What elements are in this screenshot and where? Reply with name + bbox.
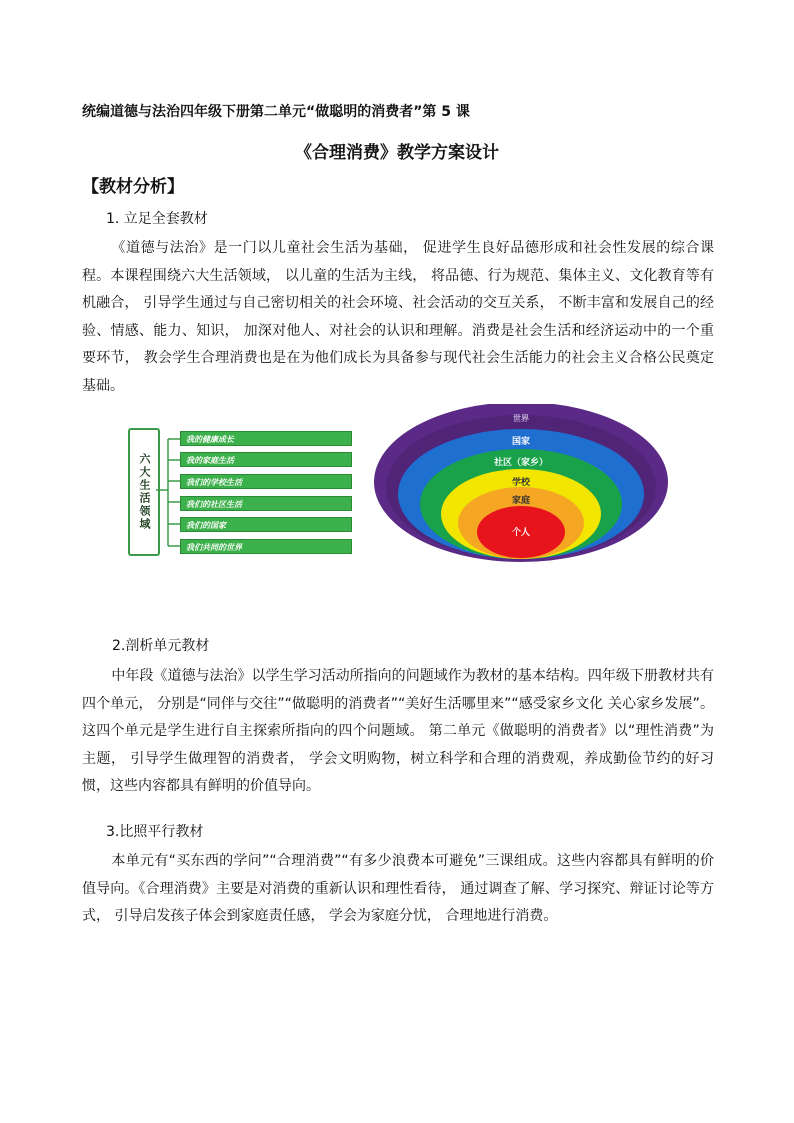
document-header: 统编道德与法治四年级下册第二单元“做聪明的消费者”第 5 课	[82, 104, 470, 120]
ring-label-country: 国家	[511, 437, 531, 447]
section-heading: 【教材分析】	[82, 177, 184, 197]
document-title: 《合理消费》教学方案设计	[295, 143, 499, 163]
domain-bar-6: 我们共同的世界	[180, 539, 352, 554]
domains-label: 六大生活领域	[138, 453, 151, 531]
subheading-3: 3.比照平行教材	[106, 824, 204, 840]
bracket-connector	[156, 430, 182, 554]
subheading-1: 1. 立足全套教材	[106, 211, 208, 227]
paragraph-1: 《道德与法治》是一门以儿童社会生活为基础， 促进学生良好品德形成和社会性发展的综合课程。本课程围绕六大生活领域， 以儿童的生活为主线， 将品德、行为规范、集体主义、文化教育等有机融合， 引导学生通过与自己密切相关的社会环境、社会活动的交互关系， 不断丰富和发展自己的经验、情感、能力、知识， 加深对他人、对社会的认识和理解。消费是社会生活和经济运动中的一个重要环节， 教会学生合理消费也是在为他们成长为具备参与现代社会生活能力的社会主义合格公民奠定基础。	[82, 240, 714, 394]
domain-bar-2: 我的家庭生活	[180, 452, 352, 467]
ring-label-family: 家庭	[511, 496, 531, 506]
ring-label-community: 社区（家乡）	[493, 458, 549, 468]
ring-label-world: 世界	[513, 414, 529, 423]
domain-bar-4: 我们的社区生活	[180, 496, 352, 511]
paragraph-3: 本单元有“买东西的学问”“合理消费”“有多少浪费本可避免”三课组成。这些内容都具有鲜明的价值导向。《合理消费》主要是对消费的重新认识和理性看待， 通过调查了解、学习探究、辩证讨论等方式， 引导启发孩子体会到家庭责任感， 学会为家庭分忧， 合理地进行消费。	[82, 853, 714, 924]
domain-bar-5: 我们的国家	[180, 517, 352, 532]
paragraph-2: 中年段《道德与法治》以学生学习活动所指向的问题域作为教材的基本结构。四年级下册教材共有四个单元， 分别是“同伴与交往”“做聪明的消费者”“美好生活哪里来”“感受家乡文化 关心家乡发展”。这四个单元是学生进行自主探索所指向的四个问题域。 第二单元《做聪明的消费者》以“理性消费”为主题， 引导学生做理智的消费者， 学会文明购物，树立科学和合理的消费观，养成勤俭节约的好习惯，这些内容都具有鲜明的价值导向。	[82, 668, 714, 794]
subheading-2: 2.剖析单元教材	[112, 638, 210, 654]
ring-label-self: 个人	[511, 528, 531, 538]
concentric-rings-diagram	[372, 404, 670, 566]
domain-bar-3: 我们的学校生活	[180, 474, 352, 489]
domain-bar-1: 我的健康成长	[180, 431, 352, 446]
ring-label-school: 学校	[511, 478, 531, 488]
